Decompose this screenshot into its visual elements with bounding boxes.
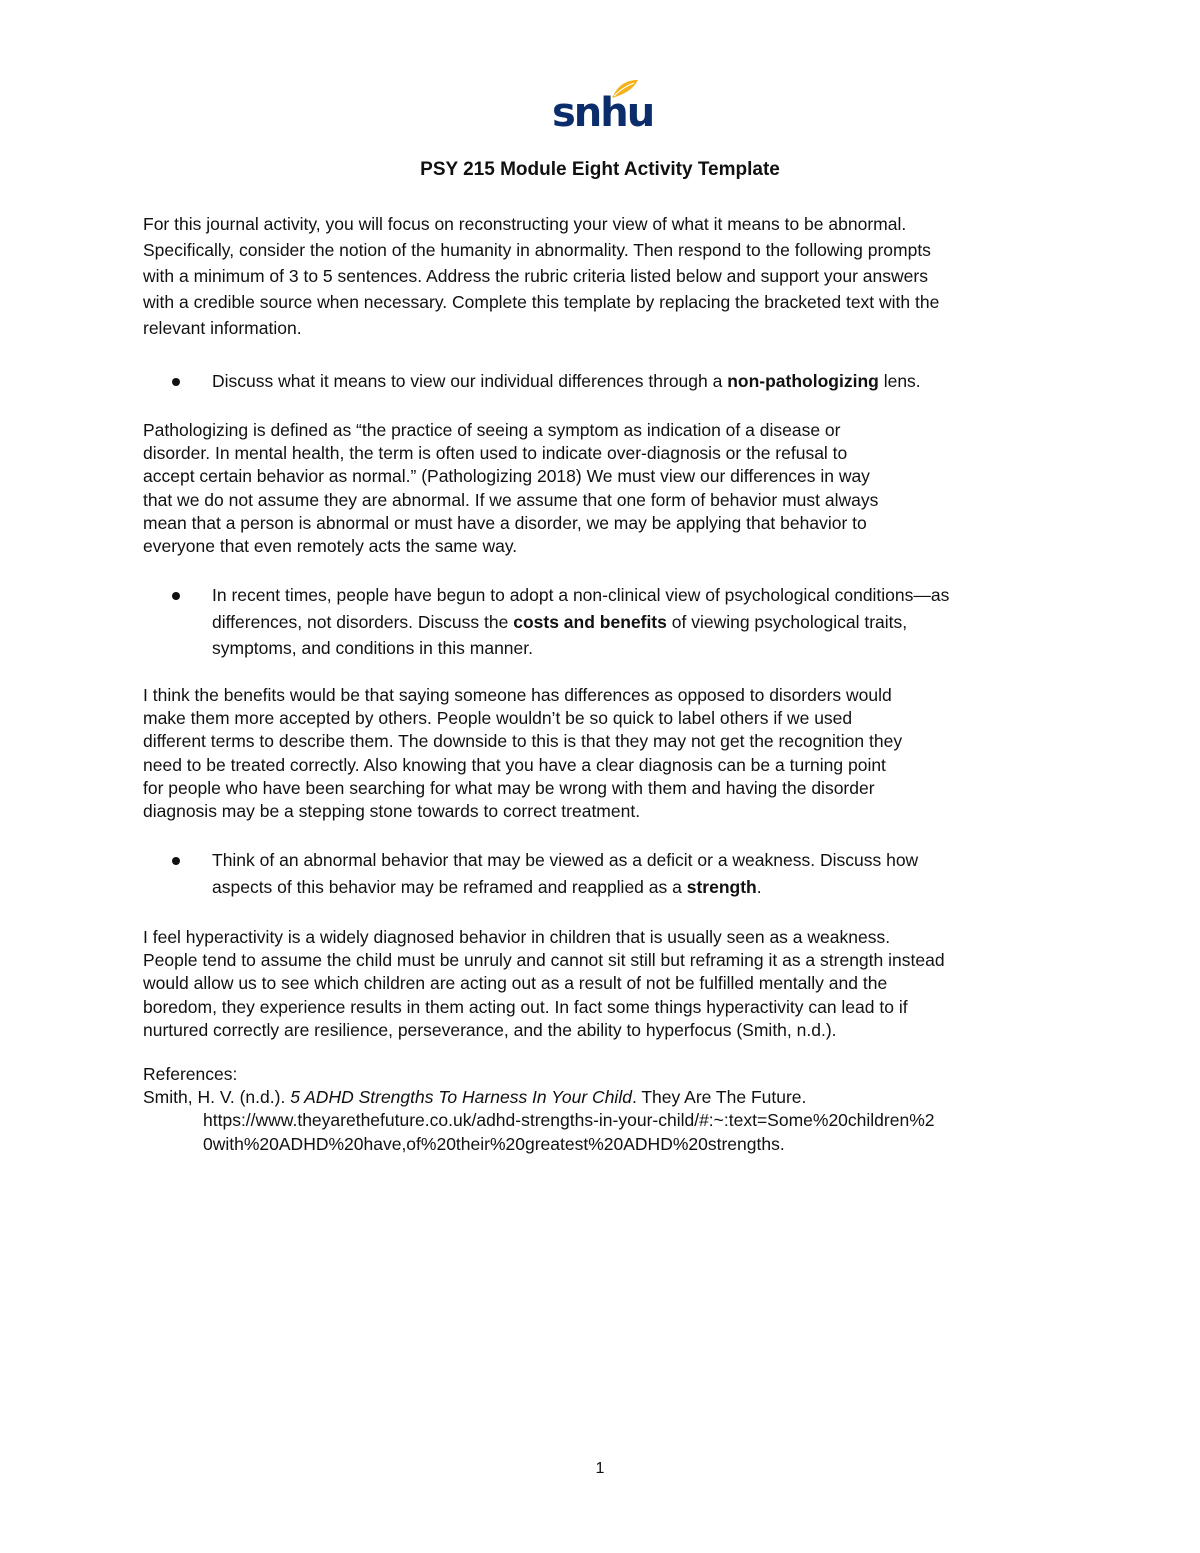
reference-url[interactable]: https://www.theyarethefuture.co.uk/adhd-strengths-in-your-child/#:~:text=Some%20children%2 bbox=[203, 1110, 935, 1131]
document-title: PSY 215 Module Eight Activity Template bbox=[420, 159, 780, 180]
response-line: everyone that even remotely acts the same way. bbox=[143, 536, 518, 557]
intro-line: relevant information. bbox=[143, 318, 302, 338]
page-number: 1 bbox=[595, 1460, 605, 1477]
prompt-text: In recent times, people have begun to adopt a non-clinical view of psychological conditions—as differences, not disorders. Discuss the costs and benefits of viewing psychological traits, symptoms, and conditions in this manner. bbox=[212, 585, 950, 658]
response-paragraph-1 bbox=[143, 419, 1043, 558]
intro-line: Specifically, consider the notion of the humanity in abnormality. Then respond to the following prompts bbox=[143, 240, 931, 260]
intro-line: with a minimum of 3 to 5 sentences. Address the rubric criteria listed below and support your answers bbox=[143, 266, 928, 286]
response-line: need to be treated correctly. Also knowing that you have a clear diagnosis can be a turning point bbox=[143, 754, 886, 775]
response-paragraph-3 bbox=[143, 926, 1043, 1042]
response-line: diagnosis may be a stepping stone towards to correct treatment. bbox=[143, 801, 641, 822]
response-line: accept certain behavior as normal.” (Pathologizing 2018) We must view our differences in way bbox=[143, 466, 870, 487]
reference-title: 5 ADHD Strengths To Harness In Your Child bbox=[290, 1087, 632, 1108]
response-line: make them more accepted by others. People wouldn’t be so quick to label others if we used bbox=[143, 708, 853, 729]
response-line: People tend to assume the child must be unruly and cannot sit still but reframing it as a strength instead bbox=[143, 950, 945, 971]
references-section bbox=[143, 1063, 1063, 1156]
intro-paragraph bbox=[143, 211, 1063, 341]
logo-wordmark: snhu bbox=[552, 90, 654, 136]
references-heading: References: bbox=[143, 1064, 238, 1084]
response-line: I think the benefits would be that saying someone has differences as opposed to disorders would bbox=[143, 685, 892, 705]
response-line: different terms to describe them. The downside to this is that they may not get the recognition they bbox=[143, 731, 903, 752]
response-line: mean that a person is abnormal or must have a disorder, we may be applying that behavior to bbox=[143, 512, 867, 533]
prompt-text: Think of an abnormal behavior that may be viewed as a deficit or a weakness. Discuss how aspects of this behavior may be reframed and reapplied as a strength. bbox=[212, 850, 919, 897]
intro-line: For this journal activity, you will focus on reconstructing your view of what it means to be abnormal. bbox=[143, 214, 907, 234]
response-line: nurtured correctly are resilience, perseverance, and the ability to hyperfocus (Smith, n.d.). bbox=[143, 1019, 837, 1040]
bullet-icon bbox=[172, 592, 180, 600]
response-line: that we do not assume they are abnormal. If we assume that one form of behavior must always bbox=[143, 489, 879, 510]
response-line: for people who have been searching for what may be wrong with them and having the disorder bbox=[143, 777, 875, 798]
response-line: would allow us to see which children are acting out as a result of not be fulfilled mentally and the bbox=[143, 973, 888, 994]
snhu-logo bbox=[552, 78, 654, 140]
response-line: Pathologizing is defined as “the practice of seeing a symptom as indication of a disease or bbox=[143, 420, 841, 440]
response-paragraph-2 bbox=[143, 684, 1043, 823]
bullet-icon bbox=[172, 857, 180, 865]
reference-entry: Smith, H. V. (n.d.). 5 ADHD Strengths To Harness In Your Child. They Are The Future. bbox=[143, 1087, 807, 1108]
reference-url[interactable]: 0with%20ADHD%20have,of%20their%20greatest%20ADHD%20strengths. bbox=[203, 1133, 785, 1154]
prompt-text: Discuss what it means to view our individual differences through a non-pathologizing lens. bbox=[212, 371, 921, 391]
response-line: I feel hyperactivity is a widely diagnosed behavior in children that is usually seen as a weakness. bbox=[143, 927, 891, 947]
response-line: boredom, they experience results in them acting out. In fact some things hyperactivity can lead to if bbox=[143, 996, 908, 1017]
response-line: disorder. In mental health, the term is often used to indicate over-diagnosis or the refusal to bbox=[143, 443, 848, 464]
intro-line: with a credible source when necessary. Complete this template by replacing the bracketed text with the bbox=[143, 292, 940, 312]
bullet-icon bbox=[172, 378, 180, 386]
